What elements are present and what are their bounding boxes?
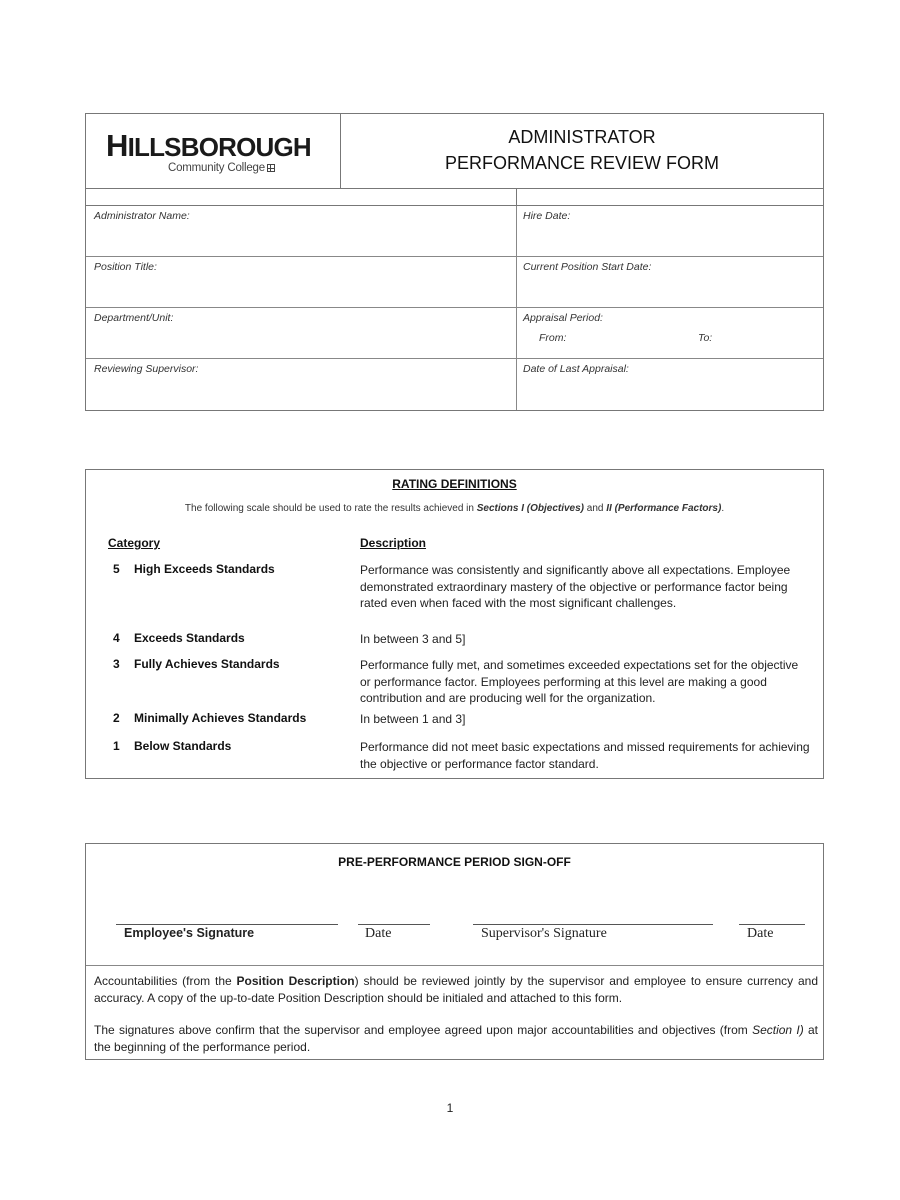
title-line-1: ADMINISTRATOR [508, 127, 656, 147]
title-line-2: PERFORMANCE REVIEW FORM [444, 153, 719, 173]
rating-definitions-title: RATING DEFINITIONS [392, 477, 517, 491]
rating-category: High Exceeds Standards [134, 562, 275, 576]
rating-description: In between 3 and 5] [360, 632, 466, 646]
supervisor-signature-line[interactable] [473, 924, 713, 925]
appraisal-period-label: Appraisal Period: [523, 312, 603, 324]
logo-subtitle: Community College [168, 162, 275, 174]
accountabilities-paragraph: Accountabilities (from the Position Description) should be reviewed jointly by the supervisor and employee to ensure currency and accuracy. A copy of the up-to-date Position Description should be initialed and attached to this form. [94, 974, 819, 1005]
info-row [86, 257, 823, 308]
rating-number: 1 [113, 739, 120, 753]
employee-signature-line[interactable] [116, 924, 338, 925]
logo-mark-icon [267, 164, 275, 172]
logo-wordmark: HILLSBOROUGH [106, 128, 311, 163]
info-row [86, 308, 823, 359]
employee-date-line[interactable] [358, 924, 430, 925]
department-unit-field[interactable]: Department/Unit: [94, 312, 174, 324]
rating-description: In between 1 and 3] [360, 712, 466, 726]
description-header: Description [360, 536, 427, 550]
info-row [86, 359, 823, 409]
appraisal-from-field[interactable]: From: [539, 332, 567, 344]
administrator-info-grid [85, 206, 824, 411]
position-start-date-field[interactable]: Current Position Start Date: [523, 261, 652, 273]
supervisor-signature-label: Supervisor's Signature [481, 926, 607, 941]
supervisor-date-line[interactable] [739, 924, 805, 925]
signoff-title: PRE-PERFORMANCE PERIOD SIGN-OFF [338, 855, 571, 869]
rating-number: 5 [113, 562, 120, 576]
pre-performance-signoff [85, 843, 824, 1060]
hire-date-field[interactable]: Hire Date: [523, 210, 571, 222]
rating-description: Performance was consistently and significantly above all expectations. Employee demonstrated extraordinary mastery of the objective or performance factor being rated even when faced with the most significant challenges. [360, 563, 791, 610]
rating-category: Fully Achieves Standards [134, 657, 280, 671]
signoff-divider [86, 965, 823, 966]
rating-description: Performance did not meet basic expectations and missed requirements for achieving the objective or performance factor standard. [360, 740, 810, 771]
category-header: Category [108, 536, 161, 550]
rating-intro: The following scale should be used to rate the results achieved in Sections I (Objectives) and II (Performance Factors). [184, 503, 725, 514]
page-number: 1 [446, 1101, 454, 1115]
employee-signature-label: Employee's Signature [124, 926, 255, 940]
administrator-name-field[interactable]: Administrator Name: [94, 210, 190, 222]
info-row [86, 206, 823, 257]
rating-number: 4 [113, 631, 120, 645]
supervisor-date-label: Date [747, 926, 774, 941]
rating-description: Performance fully met, and sometimes exceeded expectations set for the objective or performance factor. Employees performing at this level are making a good contribution and are producing well for the organization. [360, 658, 799, 705]
appraisal-to-field[interactable]: To: [698, 332, 713, 344]
form-header [85, 113, 824, 189]
form-title [341, 114, 823, 188]
last-appraisal-date-field[interactable]: Date of Last Appraisal: [523, 363, 629, 375]
college-logo [86, 114, 341, 188]
signature-confirmation-paragraph: The signatures above confirm that the supervisor and employee agreed upon major accountabilities and objectives (from Section I) at the beginning of the performance period. [94, 1023, 818, 1054]
reviewing-supervisor-field[interactable]: Reviewing Supervisor: [94, 363, 199, 375]
rating-category: Below Standards [134, 739, 232, 753]
rating-category: Minimally Achieves Standards [134, 711, 307, 725]
rating-definitions [85, 469, 824, 779]
position-title-field[interactable]: Position Title: [94, 261, 157, 273]
rating-number: 3 [113, 657, 120, 671]
header-spacer [85, 189, 824, 206]
employee-date-label: Date [365, 926, 392, 941]
rating-category: Exceeds Standards [134, 631, 245, 645]
rating-number: 2 [113, 711, 120, 725]
